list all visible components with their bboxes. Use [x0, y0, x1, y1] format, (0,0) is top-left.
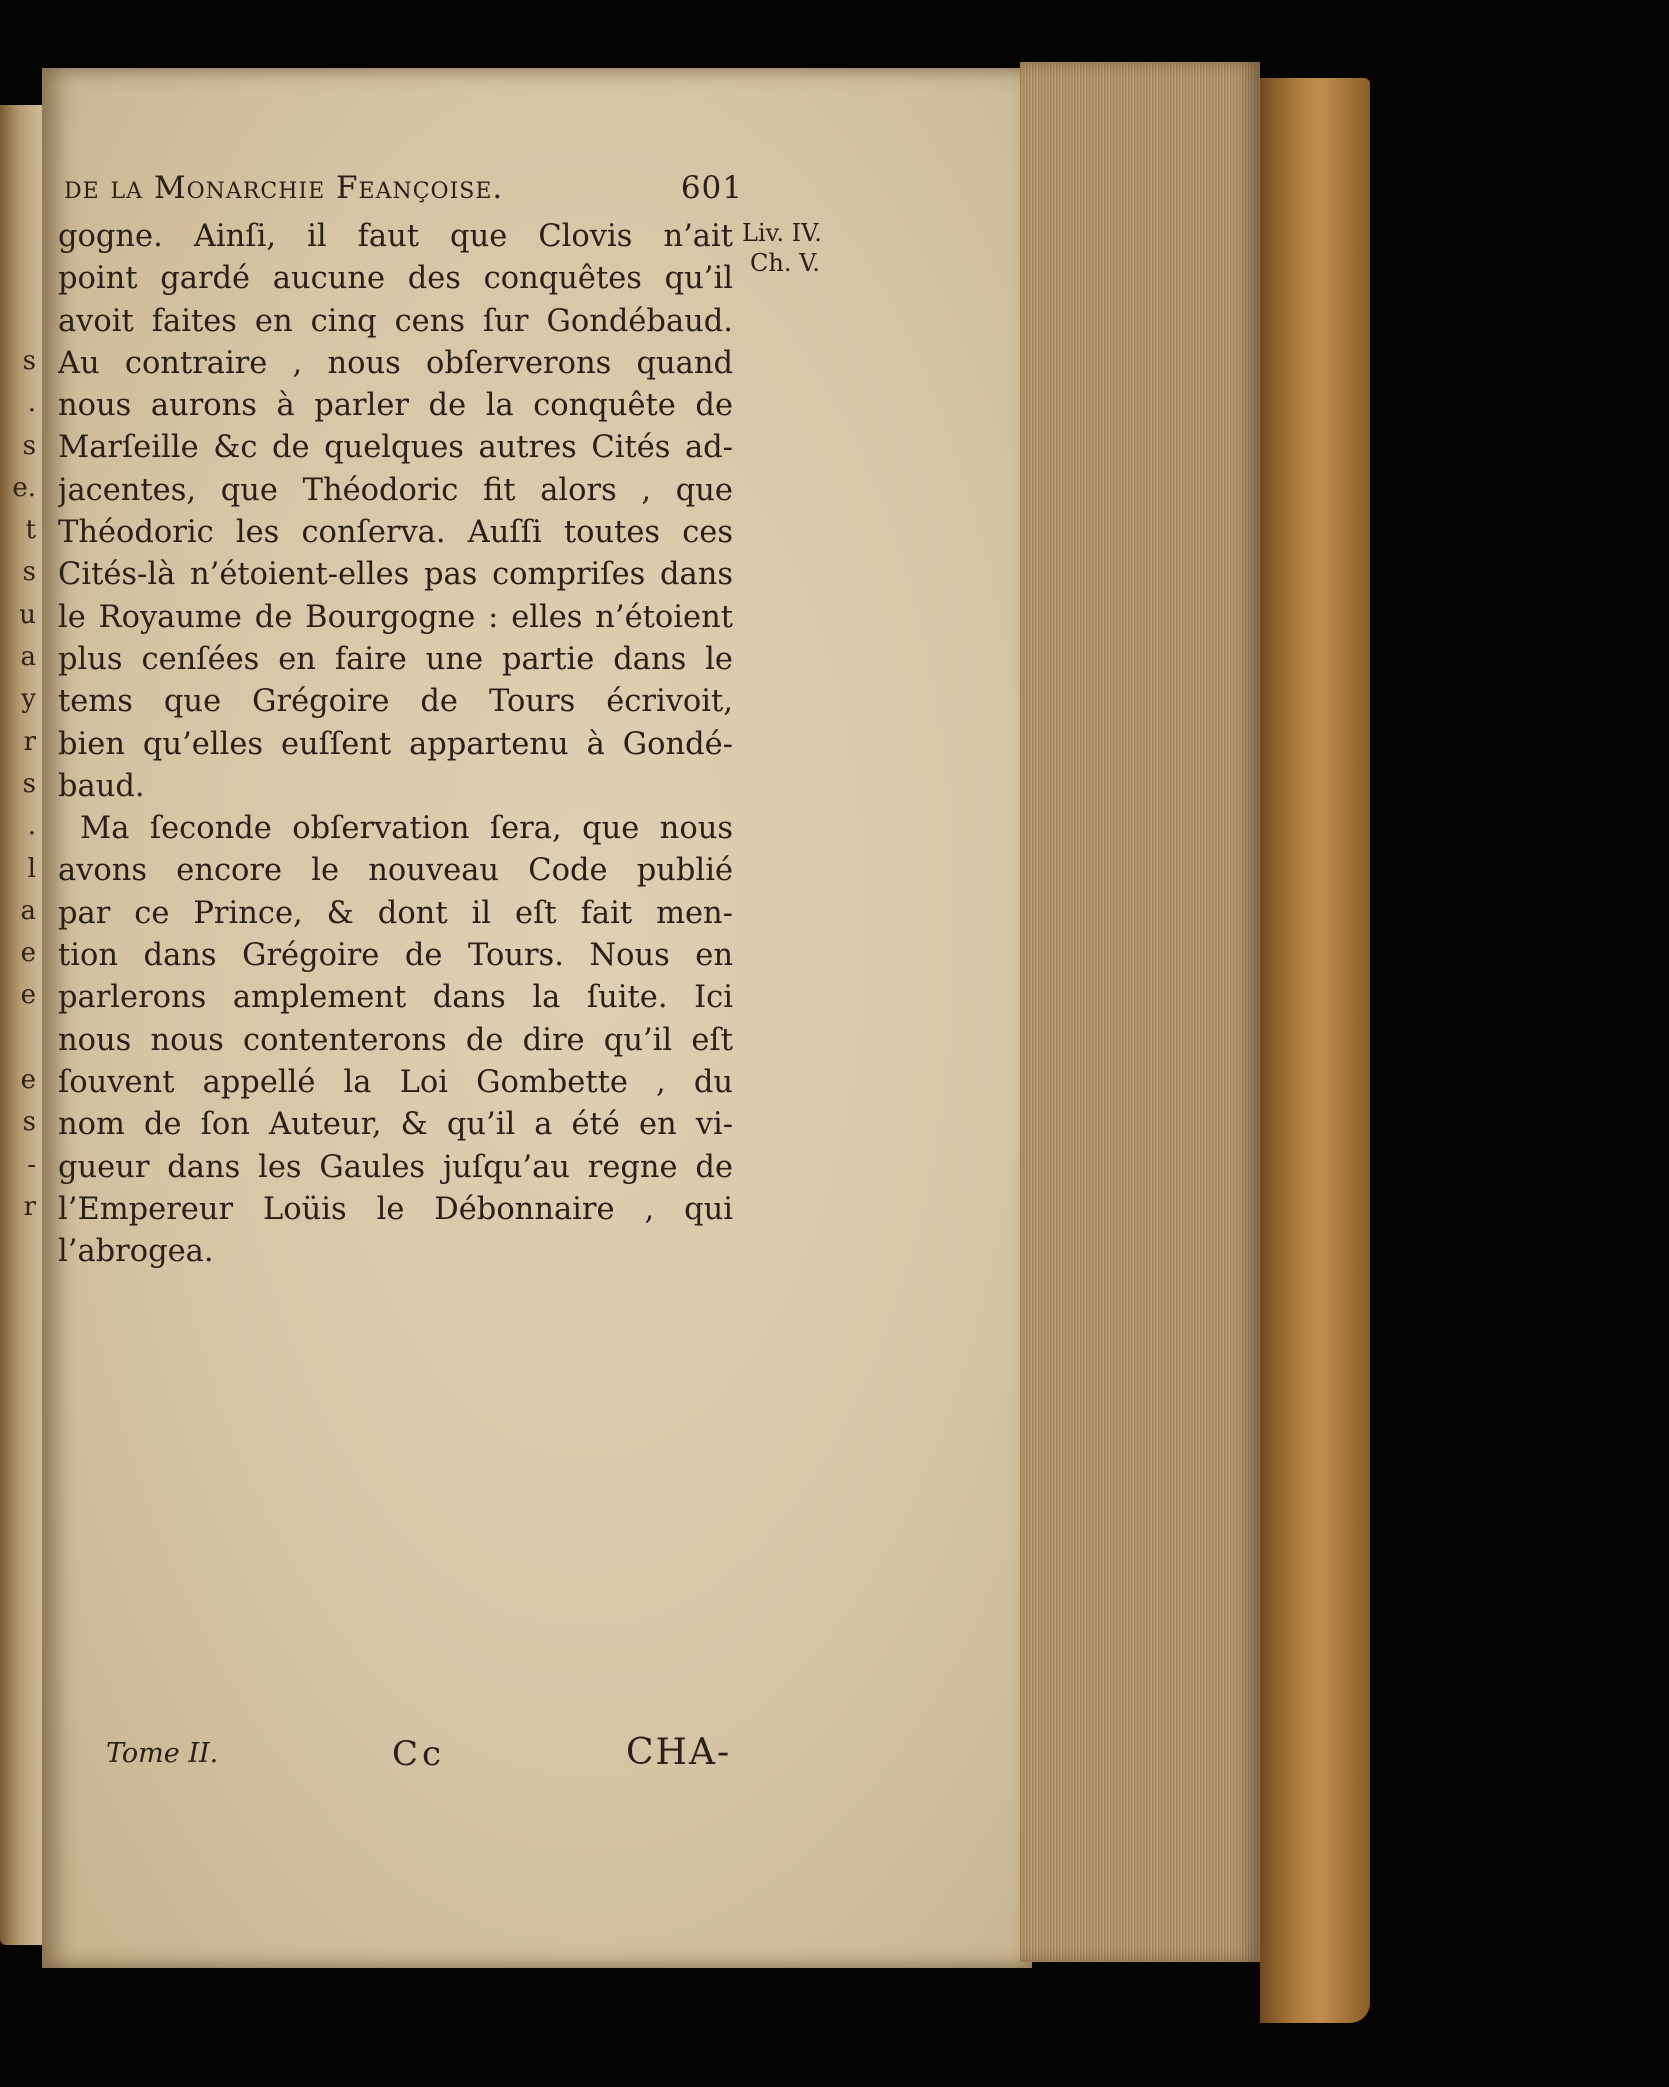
page-block-fore-edge [1020, 62, 1260, 1962]
previous-page-fragment: e [20, 938, 36, 969]
page-text [58, 168, 743, 1273]
paragraph-1 [58, 216, 733, 808]
previous-page-fragment: u [19, 599, 36, 630]
previous-page-fragment: s [22, 346, 36, 376]
page-number: 601 [680, 170, 743, 206]
previous-page-fragment: t [25, 515, 36, 546]
text-line: le Royaume de Bourgogne : elles n’étoient [58, 599, 733, 635]
volume-label: Tome II. [106, 1738, 219, 1769]
previous-page-fragment: s [22, 557, 36, 588]
previous-page-fragment: l [27, 853, 36, 884]
previous-page-fragment: . [27, 811, 36, 842]
previous-page-fragment: e. [12, 472, 36, 503]
text-line: nous nous contenterons de dire qu’il eſt [58, 1022, 733, 1058]
margin-note [742, 218, 822, 278]
paragraph-2 [58, 808, 733, 1273]
previous-page-fragment: e [20, 980, 36, 1011]
previous-page-fragment: - [27, 1149, 36, 1180]
previous-page-fragment: e [20, 1065, 36, 1096]
text-line: tion dans Grégoire de Tours. Nous en [58, 938, 733, 974]
previous-page-fragment: . [27, 388, 36, 419]
text-line: par ce Prince, & dont il eſt fait men- [58, 895, 733, 931]
text-line: l’abrogea. [58, 1234, 214, 1270]
text-line: Théodoric les conſerva. Auſſi toutes ces [58, 515, 733, 551]
text-line: avons encore le nouveau Code publié [58, 853, 733, 889]
text-line: jacentes, que Théodoric fit alors , que [58, 472, 733, 508]
margin-note-ch: Ch. V. [750, 249, 820, 277]
text-line: point gardé aucune des conquêtes qu’il [58, 261, 733, 297]
leather-cover-edge [1260, 78, 1370, 2023]
text-line: ſouvent appellé la Loi Gombette , du [58, 1064, 733, 1100]
text-line: Cités-là n’étoient-elles pas compriſes dans [58, 557, 733, 593]
page-footer [100, 1732, 760, 1788]
text-line: baud. [58, 768, 145, 804]
previous-page-fragment: s [22, 768, 36, 799]
previous-page-fragment: r [23, 1191, 36, 1222]
catchword: CHA- [626, 1732, 732, 1773]
text-line: Marſeille &c de quelques autres Cités ad- [58, 430, 733, 466]
previous-page-fragment: r [23, 726, 36, 757]
previous-page-fragment: y [21, 684, 36, 715]
margin-note-liv: Liv. IV. [742, 219, 822, 247]
text-line: gogne. Ainſi, il faut que Clovis n’ait [58, 219, 733, 254]
text-line: gueur dans les Gaules juſqu’au regne de [58, 1149, 733, 1185]
text-line: bien qu’elles euſſent appartenu à Gondé- [58, 726, 733, 762]
previous-page-fragment: s [22, 1107, 36, 1138]
previous-page-fragment: a [20, 642, 36, 673]
text-line: Au contraire , nous obſerverons quand [58, 345, 733, 381]
running-head-title: de la Monarchie Feançoise. [64, 170, 504, 206]
text-line: Ma ſeconde obſervation ſera, que nous [80, 811, 733, 847]
running-head [58, 168, 743, 216]
text-line: nom de ſon Auteur, & qu’il a été en vi- [58, 1107, 733, 1143]
text-line: parlerons amplement dans la ſuite. Ici [58, 980, 733, 1016]
text-line: tems que Grégoire de Tours écrivoit, [58, 684, 733, 720]
text-line: plus cenſées en faire une partie dans le [58, 641, 733, 677]
text-line: l’Empereur Loüis le Débonnaire , qui [58, 1191, 733, 1227]
text-line: avoit faites en cinq cens ſur Gondébaud. [58, 303, 733, 339]
previous-page-fragment: s [22, 430, 36, 461]
previous-page-fragment [6, 1017, 36, 1059]
text-line: nous aurons à parler de la conquête de [58, 388, 733, 424]
previous-page-fragment: a [20, 895, 36, 926]
signature-mark: Cc [392, 1734, 446, 1774]
previous-page-fragments [6, 340, 36, 1228]
